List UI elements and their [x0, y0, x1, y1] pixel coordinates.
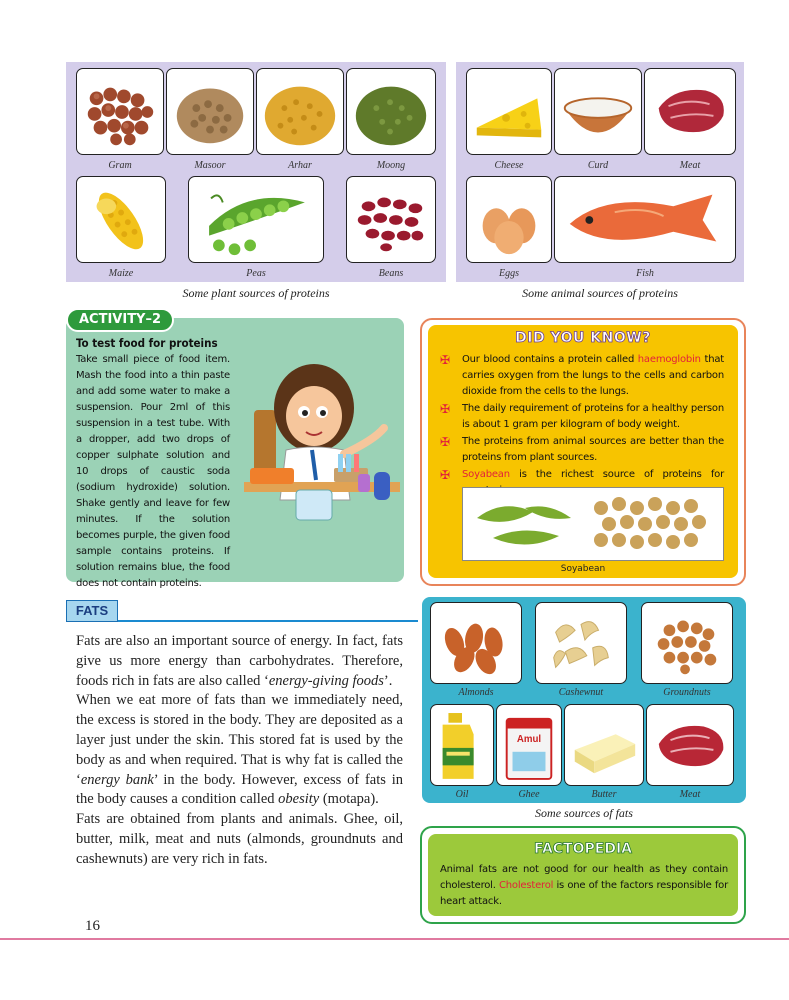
butter-label: Butter	[591, 789, 617, 800]
almonds-image	[430, 602, 522, 684]
oil-label: Oil	[455, 789, 469, 800]
bottom-rule	[0, 938, 789, 940]
factopedia-text: Animal fats are not good for our health as they contain cholesterol. Cholesterol is one of the factors responsible for heart attack.	[440, 864, 728, 907]
meat-protein-label: Meat	[679, 160, 701, 171]
masoor-label: Masoor	[194, 160, 226, 171]
moong-label: Moong	[376, 160, 406, 171]
eggs-image	[466, 176, 552, 263]
bullet-icon: ✠	[440, 468, 450, 482]
cashewnut-image	[535, 602, 627, 684]
activity-tag: ACTIVITY–2	[66, 308, 174, 332]
plant-proteins-caption: Some plant sources of proteins	[182, 286, 330, 300]
peas-image	[188, 176, 324, 263]
moong-image	[346, 68, 436, 155]
ghee-label: Ghee	[518, 789, 540, 800]
fats-heading-rule	[118, 620, 418, 622]
curd-image	[554, 68, 642, 155]
arhar-label: Arhar	[288, 160, 312, 171]
fats-heading: FATS	[66, 600, 118, 622]
soyabean-caption: Soyabean	[560, 564, 606, 574]
butter-image	[564, 704, 644, 786]
cholesterol-highlight: Cholesterol	[498, 880, 554, 891]
fact-haemoglobin: ✠ Our blood contains a protein called haemoglobin that carries oxygen from the lungs to the cells and carbon dioxide from the cells to the lungs.	[440, 353, 724, 397]
bullet-icon: ✠	[440, 435, 450, 449]
almonds-label: Almonds	[458, 687, 494, 698]
fats-body	[76, 632, 403, 870]
meat-image	[644, 68, 736, 155]
fats-paragraph-1: Fats are also an important source of energy. In fact, fats give us more energy than carbohydrates. Therefore, foods rich in fats are also called ‘energy-giving foods’.	[76, 633, 403, 689]
cheese-label: Cheese	[494, 160, 524, 171]
maize-label: Maize	[108, 268, 134, 279]
girl-experiment-illustration	[234, 350, 400, 525]
oil-image	[430, 704, 494, 786]
animal-proteins-caption: Some animal sources of proteins	[522, 286, 678, 300]
beans-label: Beans	[378, 268, 404, 279]
fat-sources-caption: Some sources of fats	[535, 806, 633, 820]
groundnuts-image	[641, 602, 733, 684]
ghee-image	[496, 704, 562, 786]
activity-text: Take small piece of food item. Mash the food into a thin paste and add some water to make a suspension. Pour 2ml of this suspension in a test tube. With a dropper, add two drops of copper sulphate solution and 10 drops of caustic soda (sodium hydroxide) solution. Shake gently and leave for few minutes. If the solution becomes purple, the given food sample contains proteins. If solution remains blue, the food does not contain proteins.	[76, 354, 230, 589]
fact-daily-requirement: ✠ The daily requirement of proteins for a healthy person is about 1 gram per kilogram of body weight.	[440, 402, 724, 430]
soyabean-image	[462, 487, 724, 561]
fact-soyabean: ✠ Soyabean is the richest source of proteins for	[440, 468, 724, 482]
gram-label: Gram	[108, 160, 132, 171]
did-you-know-title: DID YOU KNOW?	[515, 330, 651, 346]
gram-image	[76, 68, 164, 155]
groundnuts-label: Groundnuts	[663, 687, 711, 698]
factopedia-title: FACTOPEDIA	[533, 841, 632, 857]
ghee-brand-label: Amul	[516, 734, 542, 746]
peas-label: Peas	[246, 268, 266, 279]
haemoglobin-highlight: haemoglobin	[637, 354, 701, 365]
meat-fat-label: Meat	[679, 789, 701, 800]
eggs-label: Eggs	[499, 268, 519, 279]
curd-label: Curd	[587, 160, 609, 171]
arhar-image	[256, 68, 344, 155]
cashewnut-label: Cashewnut	[558, 687, 604, 698]
did-you-know-list	[440, 352, 724, 500]
meat-fat-image	[646, 704, 734, 786]
beans-image	[346, 176, 436, 263]
maize-image	[76, 176, 166, 263]
fish-image	[554, 176, 736, 263]
fish-label: Fish	[636, 268, 654, 279]
activity-heading: To test food for proteins	[76, 336, 218, 350]
page-number: 16	[85, 918, 100, 934]
fats-paragraph-2: When we eat more of fats than we immediately need, the excess is stored in the body. They are deposited as a layer just under the skin. This stored fat is used by the body as and when required. That is why fat is called the ‘energy bank’ in the body. However, excess of fats in the body causes a condition called obesity (motapa).	[76, 692, 403, 808]
masoor-image	[166, 68, 254, 155]
bullet-icon: ✠	[440, 402, 450, 416]
fats-paragraph-3: Fats are obtained from plants and animals. Ghee, oil, butter, milk, meat and nuts (almonds, groundnuts and cashewnuts) are very rich in fats.	[76, 811, 403, 867]
soyabean-highlight: Soyabean	[462, 469, 510, 480]
bullet-icon: ✠	[440, 353, 450, 367]
cheese-image	[466, 68, 552, 155]
fact-animal-proteins: ✠ The proteins from animal sources are better than the proteins from plant sources.	[440, 435, 724, 463]
